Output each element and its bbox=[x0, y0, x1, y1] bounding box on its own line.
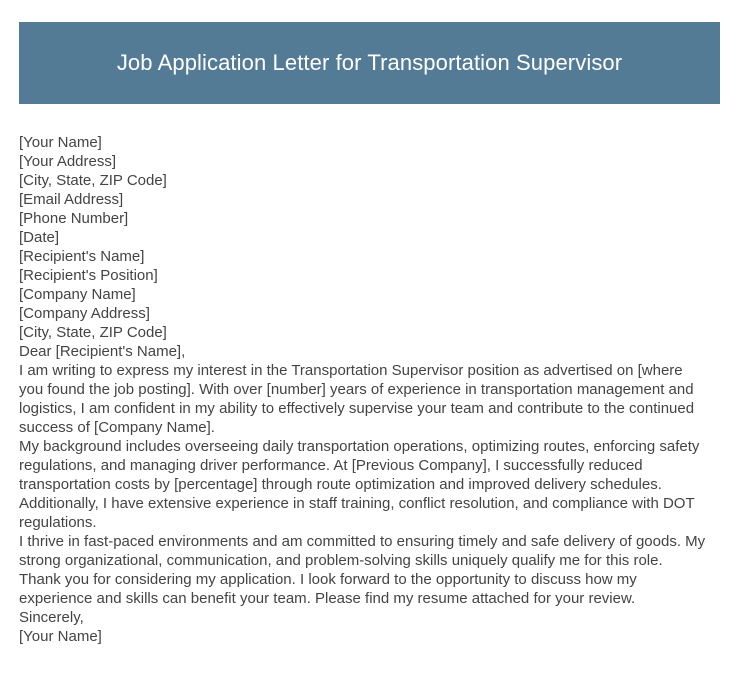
salutation: Dear [Recipient's Name], bbox=[19, 343, 186, 360]
body-paragraph-2: My background includes overseeing daily transportation operations, optimizing routes, enforcing safety regulations, and managing driver performance. At [Previous Company], I successfully reduced transportation costs by [percentage] through route optimization and improved delivery schedules. Additionally, I have extensive experience in staff training, conflict resolution, and compliance with DOT regulations. bbox=[19, 438, 700, 531]
recipient-name: [Recipient's Name] bbox=[19, 248, 145, 265]
recipient-company-name: [Company Name] bbox=[19, 286, 136, 303]
sender-email: [Email Address] bbox=[19, 191, 124, 208]
recipient-city-state-zip: [City, State, ZIP Code] bbox=[19, 324, 167, 341]
letter-body bbox=[19, 133, 709, 646]
recipient-address-block bbox=[19, 247, 709, 342]
body-paragraph-1: I am writing to express my interest in the Transportation Supervisor position as advertised on [where you found the job posting]. With over [number] years of experience in transportation management and logistics, I am confident in my ability to effectively supervise your team and contribute to the continued success of [Company Name]. bbox=[19, 362, 695, 436]
closing: Sincerely, bbox=[19, 609, 84, 626]
sender-city-state-zip: [City, State, ZIP Code] bbox=[19, 172, 167, 189]
signature-name: [Your Name] bbox=[19, 628, 102, 645]
body-paragraph-3: I thrive in fast-paced environments and am committed to ensuring timely and safe delivery of goods. My strong organizational, communication, and problem-solving skills uniquely qualify me for this role. bbox=[19, 533, 706, 569]
letter-header-banner bbox=[19, 22, 720, 104]
body-paragraph-4: Thank you for considering my application. I look forward to the opportunity to discuss how my experience and skills can benefit your team. Please find my resume attached for your review. bbox=[19, 571, 637, 607]
letter-date: [Date] bbox=[19, 229, 60, 246]
recipient-position: [Recipient's Position] bbox=[19, 267, 158, 284]
recipient-company-address: [Company Address] bbox=[19, 305, 150, 322]
sender-address: [Your Address] bbox=[19, 153, 117, 170]
page-title: Job Application Letter for Transportation Supervisor bbox=[116, 49, 623, 75]
sender-phone: [Phone Number] bbox=[19, 210, 129, 227]
sender-name: [Your Name] bbox=[19, 134, 102, 151]
sender-address-block bbox=[19, 133, 709, 247]
